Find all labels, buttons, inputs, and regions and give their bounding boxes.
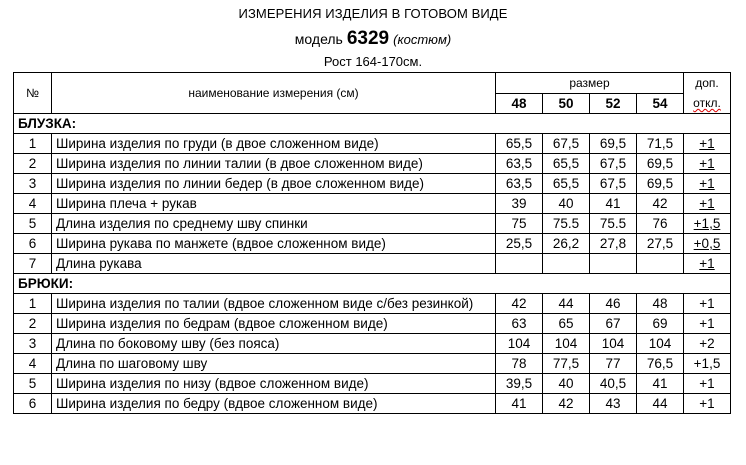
table-header-row xyxy=(14,73,731,94)
size-value: 69,5 xyxy=(637,174,684,194)
measurement-name: Ширина изделия по низу (вдвое сложенном виде) xyxy=(52,374,496,394)
measurements-table xyxy=(13,72,731,414)
size-value: 104 xyxy=(543,334,590,354)
size-value: 41 xyxy=(637,374,684,394)
model-prefix: модель xyxy=(294,31,343,47)
row-number: 4 xyxy=(14,354,52,374)
size-value: 42 xyxy=(637,194,684,214)
row-number: 2 xyxy=(14,154,52,174)
row-number: 6 xyxy=(14,234,52,254)
size-value: 41 xyxy=(590,194,637,214)
table-row xyxy=(14,214,731,234)
size-value: 65 xyxy=(543,314,590,334)
size-value: 75.5 xyxy=(590,214,637,234)
table-row xyxy=(14,234,731,254)
size-value: 43 xyxy=(590,394,637,414)
tolerance-header-line2: откл. xyxy=(693,96,721,110)
table-row xyxy=(14,134,731,154)
measurement-name: Длина изделия по среднему шву спинки xyxy=(52,214,496,234)
table-row xyxy=(14,334,731,354)
size-value: 44 xyxy=(543,294,590,314)
tolerance-cell xyxy=(684,154,731,174)
size-header: 48 xyxy=(496,94,543,114)
section-title: БРЮКИ: xyxy=(14,274,731,294)
tolerance-value: +1 xyxy=(699,136,715,151)
size-value: 41 xyxy=(496,394,543,414)
size-value: 67,5 xyxy=(543,134,590,154)
tolerance-cell xyxy=(684,354,731,374)
row-number: 7 xyxy=(14,254,52,274)
table-row xyxy=(14,194,731,214)
tolerance-cell xyxy=(684,234,731,254)
size-value: 65,5 xyxy=(496,134,543,154)
size-value: 42 xyxy=(543,394,590,414)
tolerance-cell xyxy=(684,194,731,214)
tolerance-value: +0,5 xyxy=(693,236,721,251)
size-value: 27,8 xyxy=(590,234,637,254)
tolerance-value: +1 xyxy=(699,396,715,411)
size-value: 104 xyxy=(637,334,684,354)
model-number: 6329 xyxy=(346,28,390,49)
table-row xyxy=(14,174,731,194)
size-header: 52 xyxy=(590,94,637,114)
size-value: 69,5 xyxy=(637,154,684,174)
tolerance-cell xyxy=(684,394,731,414)
row-number: 4 xyxy=(14,194,52,214)
measurement-name: Ширина изделия по линии талии (в двое сложенном виде) xyxy=(52,154,496,174)
size-value: 40 xyxy=(543,194,590,214)
row-number: 2 xyxy=(14,314,52,334)
size-value xyxy=(637,254,684,274)
model-kind: (костюм) xyxy=(393,32,452,47)
size-value: 44 xyxy=(637,394,684,414)
tolerance-cell xyxy=(684,174,731,194)
measurement-name: Длина по боковому шву (без пояса) xyxy=(52,334,496,354)
size-value: 78 xyxy=(496,354,543,374)
height-range: Рост 164-170см. xyxy=(323,54,423,69)
table-row xyxy=(14,254,731,274)
size-value: 63,5 xyxy=(496,174,543,194)
tolerance-cell xyxy=(684,134,731,154)
measurement-name: Длина рукава xyxy=(52,254,496,274)
document-title: ИЗМЕРЕНИЯ ИЗДЕЛИЯ В ГОТОВОМ ВИДЕ xyxy=(238,6,508,21)
size-value xyxy=(496,254,543,274)
size-value: 104 xyxy=(496,334,543,354)
tolerance-value: +1 xyxy=(699,316,715,331)
section-row xyxy=(14,274,731,294)
size-value: 67,5 xyxy=(590,174,637,194)
col-tolerance-header xyxy=(684,73,731,114)
size-value: 42 xyxy=(496,294,543,314)
table-row xyxy=(14,374,731,394)
row-number: 3 xyxy=(14,334,52,354)
table-row xyxy=(14,394,731,414)
measurement-name: Ширина изделия по груди (в двое сложенном виде) xyxy=(52,134,496,154)
measurement-name: Ширина изделия по талии (вдвое сложенном виде с/без резинкой) xyxy=(52,294,496,314)
row-number: 5 xyxy=(14,374,52,394)
model-line xyxy=(0,28,746,50)
size-value: 76,5 xyxy=(637,354,684,374)
measurement-name: Ширина изделия по линии бедер (в двое сложенном виде) xyxy=(52,174,496,194)
row-number: 6 xyxy=(14,394,52,414)
size-value: 104 xyxy=(590,334,637,354)
measurement-name: Ширина рукава по манжете (вдвое сложенном виде) xyxy=(52,234,496,254)
section-title: БЛУЗКА: xyxy=(14,114,731,134)
tolerance-cell xyxy=(684,314,731,334)
measurement-name: Длина по шаговому шву xyxy=(52,354,496,374)
tolerance-header-line1: доп. xyxy=(695,76,719,90)
size-value: 67 xyxy=(590,314,637,334)
measurement-name: Ширина изделия по бедру (вдвое сложенном виде) xyxy=(52,394,496,414)
size-value: 27,5 xyxy=(637,234,684,254)
size-value: 67,5 xyxy=(590,154,637,174)
col-number-header: № xyxy=(14,73,52,114)
size-value: 77,5 xyxy=(543,354,590,374)
tolerance-value: +1 xyxy=(699,176,715,191)
size-value: 69 xyxy=(637,314,684,334)
size-value: 63,5 xyxy=(496,154,543,174)
size-value: 40 xyxy=(543,374,590,394)
tolerance-value: +1 xyxy=(699,376,715,391)
tolerance-value: +1 xyxy=(699,256,715,271)
tolerance-value: +1,5 xyxy=(693,216,721,231)
tolerance-cell xyxy=(684,254,731,274)
size-value xyxy=(543,254,590,274)
section-row xyxy=(14,114,731,134)
size-header: 50 xyxy=(543,94,590,114)
size-value: 63 xyxy=(496,314,543,334)
tolerance-cell xyxy=(684,374,731,394)
tolerance-value: +1 xyxy=(699,196,715,211)
table-row xyxy=(14,294,731,314)
table-row xyxy=(14,314,731,334)
size-value: 40,5 xyxy=(590,374,637,394)
row-number: 1 xyxy=(14,294,52,314)
size-value: 65,5 xyxy=(543,154,590,174)
col-name-header: наименование измерения (см) xyxy=(52,73,496,114)
size-value: 25,5 xyxy=(496,234,543,254)
tolerance-value: +1 xyxy=(699,156,715,171)
size-value: 71,5 xyxy=(637,134,684,154)
size-value: 75 xyxy=(496,214,543,234)
size-value: 48 xyxy=(637,294,684,314)
size-value: 69,5 xyxy=(590,134,637,154)
table-row xyxy=(14,354,731,374)
row-number: 3 xyxy=(14,174,52,194)
size-header: 54 xyxy=(637,94,684,114)
size-value: 75.5 xyxy=(543,214,590,234)
tolerance-cell xyxy=(684,214,731,234)
tolerance-value: +1 xyxy=(699,296,715,311)
tolerance-value: +1,5 xyxy=(693,356,721,371)
tolerance-cell xyxy=(684,294,731,314)
col-size-header: размер xyxy=(496,73,684,94)
size-value: 39 xyxy=(496,194,543,214)
size-value: 65,5 xyxy=(543,174,590,194)
size-value: 39,5 xyxy=(496,374,543,394)
row-number: 5 xyxy=(14,214,52,234)
table-row xyxy=(14,154,731,174)
tolerance-value: +2 xyxy=(699,336,715,351)
size-value: 26,2 xyxy=(543,234,590,254)
size-value xyxy=(590,254,637,274)
row-number: 1 xyxy=(14,134,52,154)
tolerance-cell xyxy=(684,334,731,354)
size-value: 77 xyxy=(590,354,637,374)
measurement-name: Ширина плеча + рукав xyxy=(52,194,496,214)
measurement-name: Ширина изделия по бедрам (вдвое сложенном виде) xyxy=(52,314,496,334)
size-value: 76 xyxy=(637,214,684,234)
size-value: 46 xyxy=(590,294,637,314)
